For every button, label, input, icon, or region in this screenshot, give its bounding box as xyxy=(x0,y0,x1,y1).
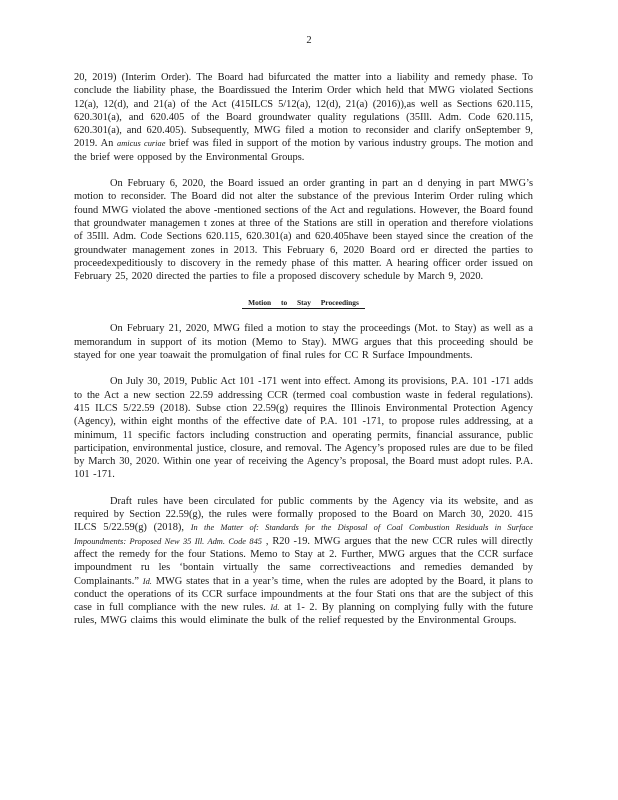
page-number: 2 xyxy=(306,35,312,46)
document-body xyxy=(74,71,533,628)
text-run: On February 21, 2020, MWG filed a motion to stay the proceedings (Mot. to Stay) as well as a memorandum in support of its motion (Memo to Stay). MWG argues that this proceeding should be stayed for one year toawait the promulgation of final rules for CC R Surface Impoundments. xyxy=(74,323,533,362)
text-run: Draft rules have been circulated for public comments by the Agency via its website, and as required by Section 22.59(g), the rules were formally proposed to the Board on March 30, 2020. 415 ILCS 5/22.59(g) (2018), xyxy=(74,495,533,534)
italic-run: Id. xyxy=(142,576,152,586)
italic-run: amicus curiae xyxy=(117,139,166,149)
paragraph-motion-to-stay xyxy=(74,322,533,362)
text-run: On February 6, 2020, the Board issued an order granting in part an d denying in part MWG’s motion to reconsider. The Board did not alter the substance of the previous Interim Order ruling which found MWG violated the above -mentioned sections of the Act and regulations. However, the Board found that groundwater managemen t zones at three of the Stations are still in operation and therefore violations of 35Ill. Adm. Code Sections 620.115, 620.301(a) and 620.405have been stayed since the creation of the groundwater management zones in 2013. This February 6, 2020 Board ord er directed the parties to proceedexpeditiously to discovery in the remedy phase of this matter. A hearing officer order issued on February 25, 2020 directed the parties to file a proposed discovery schedule by March 9, 2020. xyxy=(74,178,533,283)
text-run: MWG states that in a year’s time, when the rules are adopted by the Board, it plans to conduct the operations of its CCR surface impoundments at the four Stati ons that are the subject of this case in full compliance with the new rules. xyxy=(74,575,533,614)
text-run: brief was filed in support of the motion by various industry groups. The motion and the brief were opposed by the Environmental Groups. xyxy=(74,138,534,163)
italic-run: Id. xyxy=(270,603,280,613)
text-run: On July 30, 2019, Public Act 101 -171 went into effect. Among its provisions, P.A. 101 -171 adds to the Act a new section 22.59 addressing CCR (termed coal combustion waste in federal regulations). 415 ILCS 5/22.59 (2018). Subse ction 22.59(g) requires the Illinois Environmental Protection Agency (Agency), within eight months of the effective date of P.A. 101 -171, to propose rules addressing, at a minimum, 11 specific factors including construction and operating permits, financial assurance, public participation, environmental justice, closure, and removal. The Agency’s proposed rules are due to be filed by March 30, 2020. Within one year of receiving the Agency’s proposal, the Board must adopt rules. P.A. 101 -171. xyxy=(74,376,533,481)
section-heading xyxy=(74,296,533,309)
text-run: at 1- 2. By planning on complying fully with the future rules, MWG claims this would eliminate the bulk of the relief requested by the Environmental Groups. xyxy=(74,602,533,627)
paragraph-public-act xyxy=(74,375,533,481)
text-run: , R20 -19. MWG argues that the new CCR rules will directly affect the remedy for the four Stations. Memo to Stay at 2. Further, MWG argues that the CCR surface impoundment ru les ‘bontain virtually the same correctiveactions and remedies demanded by Complainants.” xyxy=(74,535,533,587)
paragraph-draft-rules xyxy=(74,495,533,628)
text-run: 20, 2019) (Interim Order). The Board had bifurcated the matter into a liability and remedy phase. To conclude the liability phase, the Boardissued the Interim Order which held that MWG violated Sections 12(a), 12(d), and 21(a) of the Act (415ILCS 5/12(a), 12(d), 21(a) (2016)),as well as Sections 620.115, 620.301(a), and 620.405 of the Board groundwater quality regulations (35Ill. Adm. Code 620.115, 620.301(a), and 620.405). Subsequently, MWG filed a motion to reconsider and clarify onSeptember 9, 2019. An xyxy=(74,72,533,150)
paragraph-interim-order xyxy=(74,71,533,164)
section-heading-text: Motion to Stay Proceedings xyxy=(242,298,365,309)
paragraph-reconsider-order xyxy=(74,177,533,283)
italic-run: In the Matter of: Standards for the Disposal of Coal Combustion Residuals in Surface Impoundments: Proposed New 35 Ill. Adm. Code 845 xyxy=(74,523,533,546)
